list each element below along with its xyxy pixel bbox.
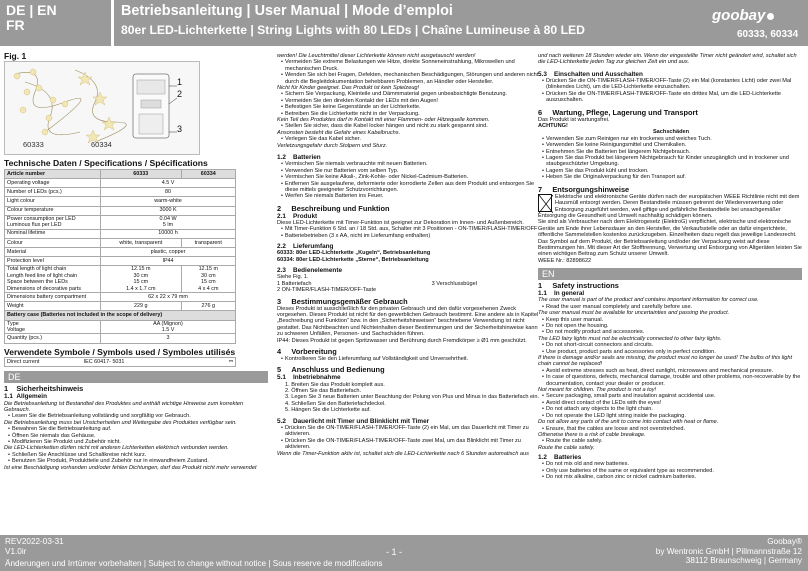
symbols-title: Verwendete Symbole / Symbols used / Symboles utilisés xyxy=(4,346,236,357)
c2-text: Ansonsten besteht die Gefahr eines Kabelbruchs. xyxy=(277,129,401,136)
tech-row xyxy=(5,302,236,311)
en-text: Do not allow any parts of the unit to come into contact with heat or flame. xyxy=(538,419,719,426)
en-section-1-heading: 1 Safety instructions xyxy=(538,281,619,291)
tech-value: IP44 xyxy=(101,257,236,266)
tech-row xyxy=(5,320,236,334)
section-2-heading: 2 Beschreibung und Funktion xyxy=(277,203,390,213)
c3-text: WEEE Nr.: 82898622 xyxy=(538,257,592,264)
footer-revision: REV2022-03-31 xyxy=(5,537,64,546)
c2-bullet: • Kontrollieren Sie den Lieferumfang auf Vollständigkeit und Unversehrtheit. xyxy=(277,356,541,362)
tech-label: Colour xyxy=(5,238,101,247)
footer-brand: Goobay® xyxy=(767,537,802,546)
tech-value: transparent xyxy=(181,238,235,247)
step-item: 5. Hängen Sie die Lichterkette auf. xyxy=(285,407,371,414)
tech-row xyxy=(5,266,236,293)
de-text: Die Betriebsanleitung ist Bestandteil des Produktes und enthält wichtige Hinweise zum korrekten Gebrauch. xyxy=(4,400,244,413)
c2-bullet: • Batteriebetrieben (3 x AA, nicht im Lieferumfang enthalten) xyxy=(277,233,541,239)
tech-value: 229 g xyxy=(101,302,182,311)
step-item: 3. Legen Sie 3 neue Batterien unter Beachtung der Polung von Plus und Minus in das Batteriefach ein. xyxy=(285,394,540,401)
c2-text: Nicht für Kinder geeignet. Das Produkt ist kein Spielzeug! xyxy=(277,85,420,92)
section-5-1-heading: 5.1 Inbetriebnahme xyxy=(277,374,341,382)
tech-row xyxy=(5,292,236,301)
footer-company: by Wentronic GmbH | Pillmannstraße 12 xyxy=(655,546,802,556)
tech-label: Light colour xyxy=(5,197,101,206)
c3-bullet: • Verwenden Sie zum Reinigen nur ein trockenes und weiches Tuch. xyxy=(538,136,804,142)
tech-label: Battery case (Batteries not included in the scope of delivery) xyxy=(5,311,236,320)
tech-row xyxy=(5,311,236,320)
document-title: Betriebsanleitung | User Manual | Mode d’emploi xyxy=(121,3,453,19)
tech-value: 12.15 m 30 cm 15 cm 1.4 x 1.7 cm xyxy=(101,266,182,293)
section-1-2-heading: 1.2 Batterien xyxy=(277,154,321,162)
c2-bullet: • Entfernen Sie ausgelaufene, deformierte oder korrodierte Zellen aus dem Produkt und entsorgen Sie diese mittels geeigneter Schutzvorrichtungen. xyxy=(277,181,541,194)
tech-value: AA (Mignon) 1.5 V xyxy=(101,320,236,334)
language-bar-de: DE xyxy=(4,371,268,383)
section-5-2-heading: 5.2 Dauerlicht mit Timer und Blinklicht mit Timer xyxy=(277,417,430,425)
en-bullet: • Avoid direct contact of the LEDs with the eyes! xyxy=(538,400,804,406)
c2-text: 60334: 80er LED-Lichterkette „Sterne“, Betriebsanleitung xyxy=(277,256,429,263)
c2-bullet: • Vermeiden Sie den direkten Kontakt der LEDs mit den Augen! xyxy=(277,98,541,104)
c2-bullet: • Verwenden Sie nur Batterien vom selben Typ. xyxy=(277,168,541,174)
callout-2: 2 xyxy=(177,89,183,100)
tech-row xyxy=(5,257,236,266)
column-1 xyxy=(4,53,268,471)
de-bullet: • Bewahren Sie die Betriebsanleitung auf. xyxy=(4,426,268,432)
en-bullet: • Use product, product parts and accessories only in perfect condition. xyxy=(538,349,804,355)
c3-bullet: • Verwenden Sie keine Reinigungsmittel und Chemikalien. xyxy=(538,142,804,148)
tech-label: Power consumption per LED Luminous flux per LED xyxy=(5,215,101,229)
page-header xyxy=(0,0,808,46)
step-item: 2. Öffnen Sie das Batteriefach. xyxy=(285,388,362,395)
tech-value: 12.15 m 30 cm 15 cm 4 x 4 cm xyxy=(181,266,235,293)
tech-label: Protection level xyxy=(5,257,101,266)
tech-row xyxy=(5,247,236,256)
c2-bullet: • Vermeiden Sie extreme Belastungen wie Hitze, direkte Sonneneinstrahlung, Mikrowellen und mechanischen Druck. xyxy=(277,59,541,72)
en-text: Route the cable safely. xyxy=(538,444,595,451)
section-2-1-heading: 2.1 Produkt xyxy=(277,212,318,220)
c2-text: Wenn die Timer-Funktion aktiv ist, schaltet sich die LED-Lichterkette nach 6 Stunden automatisch aus xyxy=(277,450,529,457)
warning-subtitle: Sachschäden xyxy=(652,129,690,136)
en-bullet: • In case of questions, defects, mechanical damage, trouble and other problems, non-recoverable by the documentation, contact your dealer or producer. xyxy=(538,374,804,387)
symbol-name: Direct current xyxy=(7,358,40,365)
en-text: Not meant for children. The product is not a toy! xyxy=(538,387,657,394)
tech-row xyxy=(5,206,236,215)
de-text: Die Betriebsanleitung muss bei Unsicherheiten und Weitergabe des Produktes verfügbar sein. xyxy=(4,419,237,426)
tech-label: Dimensions battery compartment xyxy=(5,292,101,301)
step-item: 1. Breiten Sie das Produkt komplett aus. xyxy=(285,381,385,388)
section-7-heading: 7 Entsorgungshinweise xyxy=(538,184,630,194)
callout-1: 1 xyxy=(177,77,183,88)
tech-row xyxy=(5,169,236,178)
tech-data-title: Technische Daten / Specifications / Spécifications xyxy=(4,158,208,169)
en-section-1-2-heading: 1.2 Batteries xyxy=(538,454,582,462)
de-section-1-1-heading: 1.1 Allgemein xyxy=(4,393,47,401)
c2-bullet: • Stellen Sie sicher, dass die Kabel locker hängen und nicht zu stark gespannt sind. xyxy=(277,123,541,129)
page-number: - 1 - xyxy=(386,547,403,557)
en-bullet: • Do not operate the LED light string inside the packaging. xyxy=(538,413,804,419)
footer-city: 38112 Braunschweig | Germany xyxy=(685,556,802,565)
c2-bullet: • Mit Timer-Funktion 6 Std. an / 18 Std. aus, Schalter mit 3 Positionen - ON-TIMER/FLASH-TIMER/OFF xyxy=(277,226,541,232)
c2-bullet: • Verlegen Sie das Kabel sicher. xyxy=(277,136,541,142)
c3-bullet: • Lagern Sie das Produkt kühl und trocken. xyxy=(538,168,804,174)
tech-row xyxy=(5,238,236,247)
document-subtitle: 80er LED-Lichterkette | String Lights with 80 LEDs | Chaîne Lumineuse à 80 LED xyxy=(121,23,585,37)
footer-version: V1.0ir xyxy=(5,546,27,556)
tech-label: Colour temperature xyxy=(5,206,101,215)
logo-text: goobay xyxy=(712,7,766,24)
tech-value: 0.04 W 5 lm xyxy=(101,215,236,229)
en-text: If there is damage and/or seals are missing, the product must no longer be used! The bulbs of this light chain cannot be replaced! xyxy=(538,355,793,368)
c2-text: Dieses Produkt ist ausschließlich für den privaten Gebrauch und den dafür vorgesehenen Zweck vorgesehen. Dieses Produkt ist nicht für den gewerblichen Gebrauch bestimmt. Eine andere als in Kapitel „Beschreibung und Funktion“ bzw. in den „Sicherheitshinweisen“ beschriebene Verwendung ist nicht gestattet. Das Nichtbeachten und Nichteinhalten dieser Bestimmungen und der Sicherheitshinweise kann zu schweren Unfällen, Personen- und Sachschäden führen. xyxy=(277,305,539,338)
tech-label: Type Voltage xyxy=(5,320,101,334)
product-figure xyxy=(4,61,200,155)
brand-logo xyxy=(712,7,774,24)
de-section-1-heading: 1 Sicherheitshinweis xyxy=(4,384,84,394)
c3-text: Das Produkt ist wartungsfrei. xyxy=(538,116,610,123)
c2-bullet: • Drücken Sie die ON-TIMER/FLASH-TIMER/OFF-Taste zwei Mal, um das Blinklicht mit Timer zu aktivieren. xyxy=(277,438,541,451)
de-bullet: • Öffnen Sie niemals das Gehäuse. xyxy=(4,433,268,439)
weee-bin-icon xyxy=(538,194,552,212)
c2-text: werden! Die Leuchtmittel dieser Lichterkette können nicht ausgetauscht werden! xyxy=(277,53,476,59)
c2-bullet: • Wenden Sie sich bei Fragen, Defekten, mechanischen Beschädigungen, Störungen und anderen nicht durch die Begleitdokumentation behebbaren Problemen, an Händler oder Hersteller. xyxy=(277,72,541,85)
c3-bullet: • Heben Sie die Originalverpackung für den Transport auf. xyxy=(538,174,804,180)
tech-value: white, transparent xyxy=(101,238,182,247)
c3-text: Elektrische und elektronische Geräte dürfen nach der europäischen WEEE Richtlinie nicht mit dem Hausmüll entsorgt werden. Deren Bestandteile müssen getrennt der Wiederverwertung oder Entsorgung zugeführt werden, weil giftige und gefährliche Bestandteile bei unsachgemäßer Entsorgung die Gesundheit und Umwelt nachhaltig schädigen können. xyxy=(538,193,800,219)
en-bullet: • Only use batteries of the same or equivalent type as recommended. xyxy=(538,468,804,474)
tech-row xyxy=(5,334,236,343)
en-bullet: • Do not attach any objects to the light chain. xyxy=(538,406,804,412)
de-text: Ist eine Beschädigung vorhanden und/oder fehlen Dichtungen, darf das Produkt nicht mehr verwendet xyxy=(4,464,257,471)
footer-right xyxy=(656,537,802,566)
c2-bullet: • Vermischen Sie keine Alkali-, Zink-Kohle- oder Nickel-Cadmium-Batterien. xyxy=(277,174,541,180)
en-bullet: • Route the cable safely. xyxy=(538,438,804,444)
en-text: The LED fairy lights must not be electrically connected to other fairy lights. xyxy=(538,335,722,342)
c3-text xyxy=(538,194,804,220)
de-bullet: • Schließen Sie Anschlüsse und Schaltkreise nicht kurz. xyxy=(4,452,268,458)
c2-bullet: • Sichern Sie Verpackung, Kleinteile und Dämmmaterial gegen unbeabsichtigte Benutzung. xyxy=(277,91,541,97)
section-2-3-heading: 2.3 Bedienelemente xyxy=(277,267,342,275)
section-4-heading: 4 Vorbereitung xyxy=(277,347,337,357)
en-text: The user manual must be available for uncertainties and passing the product. xyxy=(538,310,730,317)
en-bullet: • Ensure, that the cables are loose and not overstretched. xyxy=(538,426,804,432)
c3-bullet: • Drücken Sie die ON-TIMER/FLASH-TIMER/OFF-Taste ein drittes Mal, um die LED-Lichterkette auszuschalten. xyxy=(538,91,804,104)
en-section-1-1-heading: 1.1 In general xyxy=(538,290,585,298)
callout-3: 3 xyxy=(177,124,183,135)
tech-label: Weight xyxy=(5,302,101,311)
section-3-heading: 3 Bestimmungsgemäßer Gebrauch xyxy=(277,296,408,306)
tech-value: 4.5 V xyxy=(101,179,236,188)
c2-text: Diese LED-Lichterkette mit Timer-Funktion ist geeignet zur Dekoration im Innen- und Außenbereich. xyxy=(277,219,524,226)
figure-caption-60333: 60333 xyxy=(23,140,44,150)
tech-label: Operating voltage xyxy=(5,179,101,188)
tech-row xyxy=(5,215,236,229)
en-text: Otherwise there is a risk of cable breakage. xyxy=(538,431,646,438)
warning-label: ACHTUNG! xyxy=(538,123,568,130)
tech-label: Material xyxy=(5,247,101,256)
en-bullet: • Do not short-circuit connectors and circuits. xyxy=(538,342,804,348)
section-5-heading: 5 Anschluss und Bedienung xyxy=(277,365,385,375)
symbol-glyph: ⎓ xyxy=(228,358,234,365)
c2-text: Siehe Fig. 1. xyxy=(277,274,309,281)
tech-value: 60334 xyxy=(181,169,235,178)
footer-left xyxy=(5,537,64,556)
c3-bullet: • Entnehmen Sie die Batterien bei längerem Nichtgebrauch. xyxy=(538,149,804,155)
figure-label: Fig. 1 xyxy=(4,51,27,61)
en-bullet: • Avoid extreme stresses such as heat, direct sunlight, microwaves and mechanical pressure. xyxy=(538,368,804,374)
control-item: 3 Verschlussbügel xyxy=(431,280,477,287)
symbol-standard: IEC 60417- 5031 xyxy=(83,358,125,365)
c2-text: 60333: 80er LED-Lichterkette „Kugeln“, Betriebsanleitung xyxy=(277,250,431,257)
tech-label: Nominal lifetime xyxy=(5,229,101,238)
en-text: The user manual is part of the product and contains important information for correct use. xyxy=(538,297,759,304)
tech-value: warm-white xyxy=(101,197,236,206)
tech-value: 3000 K xyxy=(101,206,236,215)
column-3 xyxy=(538,53,804,481)
column-2 xyxy=(277,53,541,457)
article-numbers: 60333, 60334 xyxy=(737,29,799,40)
tech-row xyxy=(5,179,236,188)
en-bullet: • Read the user manual completely and carefully before use. xyxy=(538,304,804,310)
c2-text: IP44: Dieses Produkt ist gegen Spritzwasser und Berührung durch Fremdkörper ≥ Ø1 mm geschützt. xyxy=(277,337,527,344)
language-bar-en: EN xyxy=(538,268,802,280)
tech-value: 276 g xyxy=(181,302,235,311)
c2-text: Verletzungsgefahr durch Stolpern und Sturz. xyxy=(277,142,388,149)
page-footer xyxy=(0,535,808,571)
en-bullet: • Do not mix old and new batteries. xyxy=(538,461,804,467)
control-item: 1 Batteriefach xyxy=(277,280,312,287)
de-bullet: • Benutzen Sie Produkt, Produktteile und Zubehör nur in einwandfreiem Zustand. xyxy=(4,458,268,464)
tech-row xyxy=(5,197,236,206)
c3-text: und nach weiteren 18 Stunden wieder ein. Wenn der eingestellte Timer nicht geändert wird, schaltet sich die LED-Lichterkette jeden Tag zur gleichen Zeit ein und aus. xyxy=(538,53,797,66)
c3-text: Sie sind als Verbraucher nach dem Elektrogesetz (ElektroG) verpflichtet, elektrische und elektronische Geräte am Ende ihrer Lebensdauer an den Hersteller, die Verkaufsstelle oder an dafür eingerichtete, öffentliche Sammelstellen kostenlos zurückzugeben. Einzelheiten dazu regelt das jeweilige Landesrecht. Das Symbol auf dem Produkt, der Betriebsanleitung und/oder der Verpackung weist auf diese Bestimmungen hin. Mit dieser Art der Stofftrennung, Verwertung und Entsorgung von Altgeräten leisten Sie einen wichtigen Beitrag zum Schutz unserer Umwelt. xyxy=(538,219,802,258)
tech-data-table xyxy=(4,169,236,344)
en-bullet: • Secure packaging, small parts and insulation against accidental use. xyxy=(538,393,804,399)
tech-row xyxy=(5,188,236,197)
c3-bullet: • Lagern Sie das Produkt bei längerem Nichtgebrauch für Kinder unzugänglich und in trockener und staubgeschützter Umgebung. xyxy=(538,155,804,168)
tech-label: Quantity (pcs.) xyxy=(5,334,101,343)
c2-bullet: • Drücken Sie die ON-TIMER/FLASH-TIMER/OFF-Taste (2) ein Mal, um das Dauerlicht mit Timer zu aktivieren. xyxy=(277,425,541,438)
section-2-2-heading: 2.2 Lieferumfang xyxy=(277,243,334,251)
language-codes: DE | EN FR xyxy=(6,2,57,33)
en-bullet: • Do not mix alkaline, carbon zinc or nickel cadmium batteries. xyxy=(538,474,804,480)
tech-label: Article number xyxy=(5,169,101,178)
c3-bullet: • Drücken Sie die ON-TIMER/FLASH-TIMER/OFF-Taste (2) ein Mal (konstantes Licht) oder zwei Mal (blinkendes Licht), um die LED-Lichterkette einzuschalten. xyxy=(538,78,804,91)
tech-value: 10000 h xyxy=(101,229,236,238)
de-bullet: • Lesen Sie die Betriebsanleitung vollständig und sorgfältig vor Gebrauch. xyxy=(4,413,268,419)
footer-disclaimer: Änderungen und Irrtümer vorbehalten | Subject to change without notice | Sous reserve de modifications xyxy=(5,559,383,568)
tech-value: 60333 xyxy=(101,169,182,178)
symbols-row xyxy=(4,357,236,367)
tech-row xyxy=(5,229,236,238)
tech-value: 62 x 22 x 79 mm xyxy=(101,292,236,301)
logo-dot-icon xyxy=(767,13,774,20)
header-separator xyxy=(111,0,114,46)
c2-text: Kein Teil des Produktes darf in Kontakt mit einer Flammen- oder Hitzequelle kommen. xyxy=(277,117,490,124)
section-5-3-heading: 5.3 Einschalten und Ausschalten xyxy=(538,70,643,78)
tech-value: 80 xyxy=(101,188,236,197)
tech-value: 3 xyxy=(101,334,236,343)
c2-bullet: • Betreiben Sie die Lichterkette nicht in der Verpackung. xyxy=(277,111,541,117)
de-bullet: • Modifizieren Sie Produkt und Zubehör nicht. xyxy=(4,439,268,445)
tech-label: Number of LEDs (pcs.) xyxy=(5,188,101,197)
c2-bullet: • Vermischen Sie niemals verbrauchte mit neuen Batterien. xyxy=(277,161,541,167)
tech-label: Total length of light chain Length feed line of light chain Space between the LEDs Dimensions of decorative parts xyxy=(5,266,101,293)
en-bullet: • Do not modify product and accessories. xyxy=(538,329,804,335)
step-item: 4. Schließen Sie den Batteriefachdeckel. xyxy=(285,400,386,407)
weee-bin-drawing xyxy=(539,195,553,213)
section-6-heading: 6 Wartung, Pflege, Lagerung und Transport xyxy=(538,107,698,117)
en-bullet: • Keep this user manual. xyxy=(538,317,804,323)
de-text: Die LED-Lichterketten dürfen nicht mit anderen Lichterketten elektrisch verbunden werden. xyxy=(4,445,229,452)
tech-value: plastic, copper xyxy=(101,247,236,256)
c2-bullet: • Werfen Sie niemals Batterien ins Feuer. xyxy=(277,193,541,199)
c2-bullet: • Befestigen Sie keine Gegenstände an der Lichterkette. xyxy=(277,104,541,110)
control-item: 2 ON-TIMER/FLASH-TIMER/OFF-Taste xyxy=(277,287,377,294)
figure-caption-60334: 60334 xyxy=(91,140,112,150)
en-bullet: • Do not open the housing. xyxy=(538,323,804,329)
